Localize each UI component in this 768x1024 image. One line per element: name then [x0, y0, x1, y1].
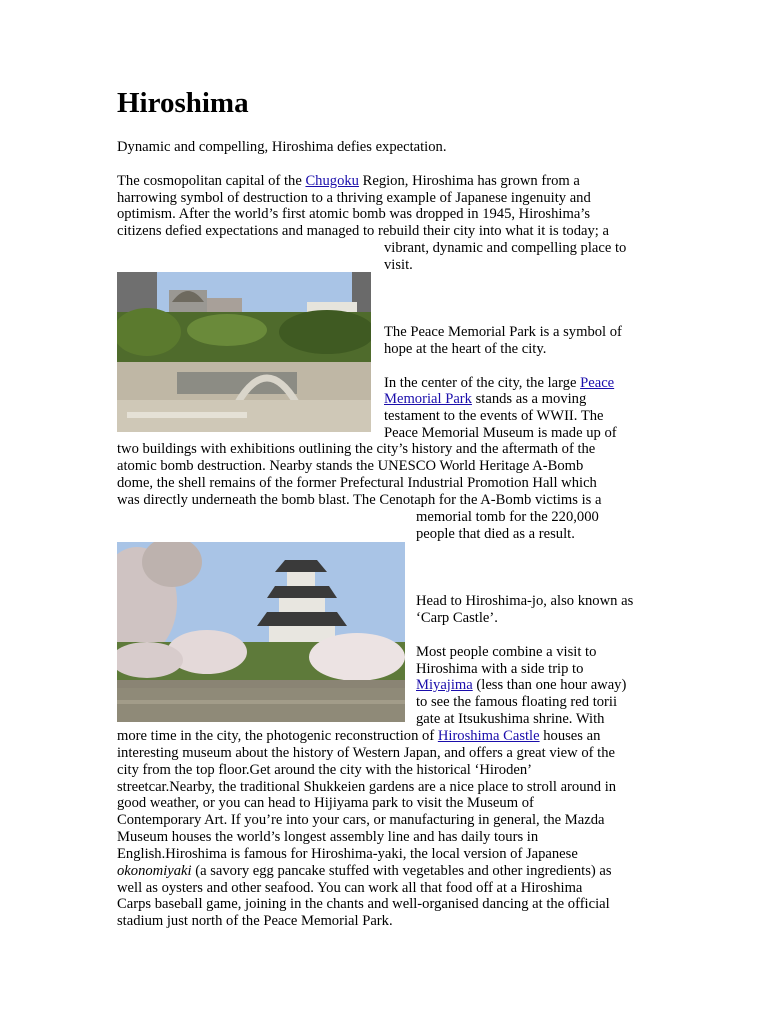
text-line: The Peace Memorial Park is a symbol of: [384, 324, 622, 340]
text-line: [117, 863, 612, 880]
text-line: Contemporary Art. If you’re into your cars, or manufacturing in general, the Mazda: [117, 812, 605, 828]
text-line: gate at Itsukushima shrine. With: [416, 711, 605, 727]
text-line: streetcar.Nearby, the traditional Shukkeien gardens are a nice place to stroll around in: [117, 779, 617, 795]
text-line: English.Hiroshima is famous for Hiroshima-yaki, the local version of Japanese: [117, 846, 578, 862]
text-line: optimism. After the world’s first atomic bomb was dropped in 1945, Hiroshima’s: [117, 206, 591, 222]
text-line: Most people combine a visit to: [416, 644, 597, 660]
page-title: Hiroshima: [117, 87, 249, 119]
text-line: Head to Hiroshima-jo, also known as: [416, 593, 634, 609]
text-line: ‘Carp Castle’.: [416, 610, 498, 626]
hiroshima-castle-link[interactable]: Hiroshima Castle: [437, 728, 540, 744]
text-line: atomic bomb destruction. Nearby stands the UNESCO World Heritage A-Bomb: [117, 458, 584, 474]
miyajima-link[interactable]: Miyajima: [416, 677, 473, 693]
intro-text: Dynamic and compelling, Hiroshima defies expectation.: [117, 139, 447, 155]
text-line: Peace Memorial Museum is made up of: [384, 425, 617, 441]
text-line: city from the top floor.Get around the city with the historical ‘Hiroden’: [117, 762, 533, 778]
text-line: well as oysters and other seafood. You can work all that food off at a Hiroshima: [117, 880, 583, 896]
text-line: vibrant, dynamic and compelling place to: [384, 240, 627, 256]
text-line: [416, 677, 626, 694]
text-line: good weather, or you can head to Hijiyama park to visit the Museum of: [117, 795, 534, 811]
text-line: stadium just north of the Peace Memorial Park.: [117, 913, 393, 929]
text-line: people that died as a result.: [416, 526, 575, 542]
text-line: [117, 728, 600, 745]
text-line: visit.: [384, 257, 413, 273]
text-line: Hiroshima with a side trip to: [416, 661, 584, 677]
text-span: more time in the city, the photogenic reconstruction of: [117, 728, 438, 744]
text-line: was directly underneath the bomb blast. The Cenotaph for the A-Bomb victims is a: [117, 492, 602, 508]
text-line: dome, the shell remains of the former Prefectural Industrial Promotion Hall which: [117, 475, 597, 491]
hiroshima-castle-photo: [117, 542, 405, 722]
text-line: interesting museum about the history of Western Japan, and offers a great view of the: [117, 745, 615, 761]
peace-park-photo: [117, 272, 371, 432]
text-line: Museum houses the world’s longest assembly line and has daily tours in: [117, 829, 539, 845]
text-line: [384, 391, 586, 408]
text-span: stands as a moving: [471, 391, 587, 407]
okonomiyaki-term: okonomiyaki: [117, 863, 192, 879]
text-line: Carps baseball game, joining in the chants and well-organised dancing at the official: [117, 896, 610, 912]
text-line: memorial tomb for the 220,000: [416, 509, 599, 525]
text-line: [117, 173, 580, 190]
text-span: houses an: [539, 728, 601, 744]
chugoku-link[interactable]: Chugoku: [305, 173, 359, 189]
memorial-park-link[interactable]: Memorial Park: [384, 391, 472, 407]
text-line: hope at the heart of the city.: [384, 341, 547, 357]
text-span: In the center of the city, the large: [384, 375, 581, 391]
text-line: to see the famous floating red torii: [416, 694, 618, 710]
text-line: testament to the events of WWII. The: [384, 408, 604, 424]
text-span: (less than one hour away): [472, 677, 627, 693]
text-span: (a savory egg pancake stuffed with vegetables and other ingredients) as: [191, 863, 612, 879]
text-span: The cosmopolitan capital of the: [117, 173, 306, 189]
text-span: Region, Hiroshima has grown from a: [358, 173, 580, 189]
peace-link[interactable]: Peace: [580, 375, 615, 391]
text-line: harrowing symbol of destruction to a thriving example of Japanese ingenuity and: [117, 190, 591, 206]
text-line: citizens defied expectations and managed to rebuild their city into what it is today; a: [117, 223, 609, 239]
text-line: [384, 375, 614, 392]
text-line: two buildings with exhibitions outlining the city’s history and the aftermath of the: [117, 441, 596, 457]
